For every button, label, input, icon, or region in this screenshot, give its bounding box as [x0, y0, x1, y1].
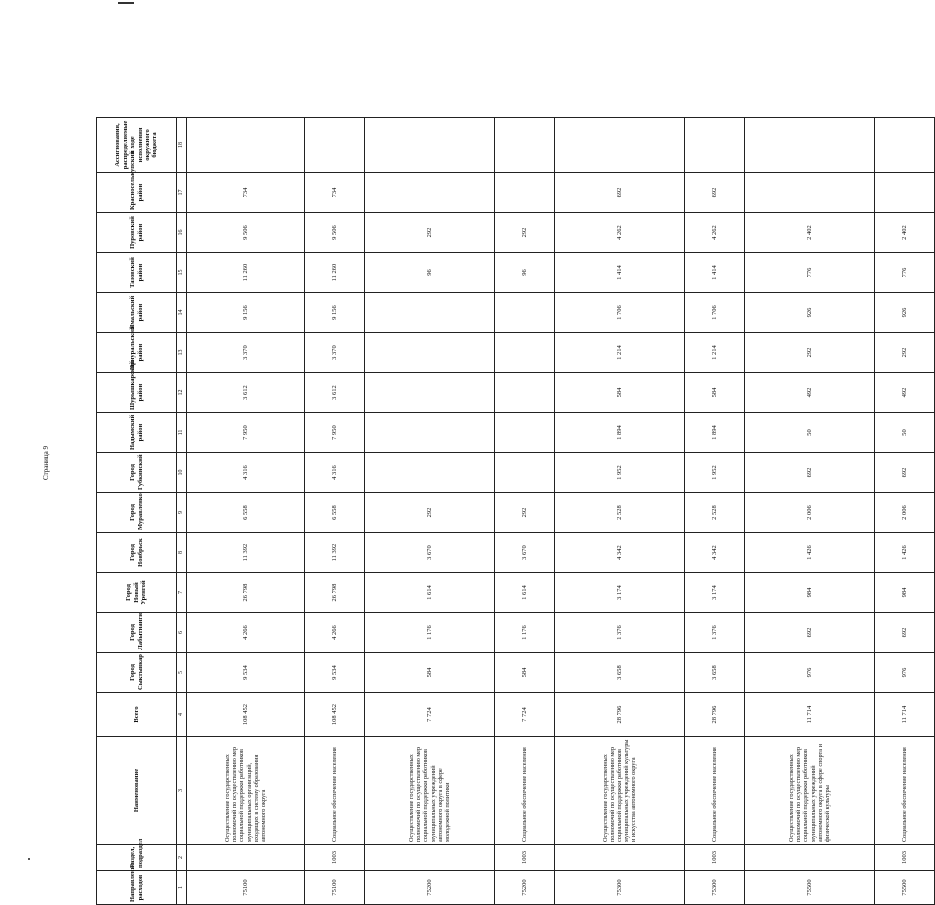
value-cell: 2 528 [555, 493, 685, 533]
table-row [365, 118, 495, 905]
value-cell: 976 [745, 653, 875, 693]
value-cell: 1 376 [685, 613, 745, 653]
value-cell: 96 [495, 253, 555, 293]
value-cell: 292 [495, 493, 555, 533]
value-cell: 4 262 [555, 213, 685, 253]
value-cell: 1 414 [685, 253, 745, 293]
table-row [745, 118, 875, 905]
value-cell: 692 [745, 613, 875, 653]
value-cell [305, 118, 365, 173]
value-cell: 3 174 [555, 573, 685, 613]
value-cell: 4 316 [305, 453, 365, 493]
expense-code-cell: 75200 [365, 871, 495, 905]
column-header: Приуральский район [97, 333, 177, 373]
value-cell: 584 [495, 653, 555, 693]
column-header: Тазовский район [97, 253, 177, 293]
name-cell: Социальное обеспечение населения [495, 737, 555, 845]
name-cell: Осуществление государственных полномочий по осуществлению мер социальной поддержки работников муниципальных организаций, входящих в систему образования автономного округа [187, 737, 305, 845]
value-cell [365, 333, 495, 373]
column-header: Надымский район [97, 413, 177, 453]
value-cell: 28 796 [555, 693, 685, 737]
value-cell: 1 214 [555, 333, 685, 373]
column-header: Город Сыктывкар [97, 653, 177, 693]
value-cell: 776 [875, 253, 935, 293]
column-header: Город Муравленко [97, 493, 177, 533]
section-cell [187, 845, 305, 871]
value-cell: 1 414 [555, 253, 685, 293]
value-cell: 11 392 [305, 533, 365, 573]
column-number: 10 [177, 453, 187, 493]
column-number: 18 [177, 118, 187, 173]
value-cell: 1 952 [685, 453, 745, 493]
value-cell: 7 724 [365, 693, 495, 737]
value-cell: 1 214 [685, 333, 745, 373]
value-cell: 9 156 [305, 293, 365, 333]
section-cell: 1003 [875, 845, 935, 871]
value-cell [365, 118, 495, 173]
value-cell: 492 [875, 373, 935, 413]
column-header: Ассигнования, распределяемые в ходе исполнения окружного бюджета [97, 118, 177, 173]
expense-code-cell: 75500 [745, 871, 875, 905]
value-cell: 292 [745, 333, 875, 373]
value-cell: 692 [875, 613, 935, 653]
value-cell: 776 [745, 253, 875, 293]
value-cell: 1 426 [745, 533, 875, 573]
column-header: Красноселькупский район [97, 173, 177, 213]
value-cell: 9 506 [305, 213, 365, 253]
value-cell [495, 333, 555, 373]
value-cell [495, 373, 555, 413]
value-cell: 26 798 [187, 573, 305, 613]
value-cell [187, 118, 305, 173]
value-cell: 1 614 [365, 573, 495, 613]
value-cell: 3 612 [187, 373, 305, 413]
value-cell: 984 [875, 573, 935, 613]
value-cell: 11 260 [305, 253, 365, 293]
value-cell: 292 [365, 213, 495, 253]
value-cell [495, 453, 555, 493]
value-cell [875, 173, 935, 213]
value-cell [365, 373, 495, 413]
table-row [685, 118, 745, 905]
value-cell: 2 528 [685, 493, 745, 533]
value-cell [685, 118, 745, 173]
budget-table [96, 117, 935, 905]
value-cell: 1 894 [555, 413, 685, 453]
value-cell: 4 266 [187, 613, 305, 653]
scan-dot [28, 858, 30, 860]
column-header: Шурышкарский район [97, 373, 177, 413]
value-cell: 926 [745, 293, 875, 333]
column-number: 1 [177, 871, 187, 905]
value-cell [875, 118, 935, 173]
value-cell: 6 558 [305, 493, 365, 533]
value-cell: 2 402 [745, 213, 875, 253]
value-cell [495, 413, 555, 453]
value-cell [745, 173, 875, 213]
value-cell: 1 894 [685, 413, 745, 453]
value-cell: 584 [365, 653, 495, 693]
table-row [495, 118, 555, 905]
section-cell [365, 845, 495, 871]
expense-code-cell: 75500 [875, 871, 935, 905]
value-cell: 11 260 [187, 253, 305, 293]
section-cell [745, 845, 875, 871]
column-number: 13 [177, 333, 187, 373]
value-cell: 1 376 [555, 613, 685, 653]
name-cell: Социальное обеспечение населения [305, 737, 365, 845]
value-cell: 7 724 [495, 693, 555, 737]
value-cell: 7 950 [187, 413, 305, 453]
column-number: 8 [177, 533, 187, 573]
column-header: Город Ноябрьск [97, 533, 177, 573]
value-cell: 984 [745, 573, 875, 613]
value-cell: 292 [495, 213, 555, 253]
value-cell: 1 176 [495, 613, 555, 653]
column-header: Всего [97, 693, 177, 737]
section-cell: 1003 [685, 845, 745, 871]
value-cell: 692 [685, 173, 745, 213]
column-number: 2 [177, 845, 187, 871]
column-header: Город Губкинский [97, 453, 177, 493]
column-number: 16 [177, 213, 187, 253]
column-header: Город Новый Уренгой [97, 573, 177, 613]
column-number: 7 [177, 573, 187, 613]
value-cell: 734 [305, 173, 365, 213]
value-cell: 7 950 [305, 413, 365, 453]
column-number-row [177, 118, 187, 905]
value-cell [555, 118, 685, 173]
name-cell: Осуществление государственных полномочий по осуществлению мер социальной поддержки работников муниципальных учреждений автономного округа в сфере спорта и физической культуры [745, 737, 875, 845]
value-cell: 3 174 [685, 573, 745, 613]
value-cell: 584 [685, 373, 745, 413]
column-header: Пуровский район [97, 213, 177, 253]
value-cell [365, 173, 495, 213]
scan-mark [118, 2, 134, 4]
value-cell: 4 316 [187, 453, 305, 493]
value-cell [365, 413, 495, 453]
value-cell: 1 952 [555, 453, 685, 493]
value-cell: 11 714 [875, 693, 935, 737]
value-cell [495, 173, 555, 213]
value-cell: 1 614 [495, 573, 555, 613]
table-row [187, 118, 305, 905]
section-cell [555, 845, 685, 871]
expense-code-cell: 75300 [685, 871, 745, 905]
value-cell: 734 [187, 173, 305, 213]
column-number: 14 [177, 293, 187, 333]
value-cell: 26 798 [305, 573, 365, 613]
value-cell: 2 006 [875, 493, 935, 533]
value-cell: 4 342 [555, 533, 685, 573]
section-cell: 1003 [305, 845, 365, 871]
column-number: 17 [177, 173, 187, 213]
value-cell: 3 370 [187, 333, 305, 373]
value-cell [365, 453, 495, 493]
value-cell: 3 370 [305, 333, 365, 373]
column-number: 11 [177, 413, 187, 453]
table-row [555, 118, 685, 905]
column-header: Наименование [97, 737, 177, 845]
value-cell: 28 796 [685, 693, 745, 737]
table-row [305, 118, 365, 905]
value-cell: 3 670 [495, 533, 555, 573]
column-number: 6 [177, 613, 187, 653]
expense-code-cell: 75100 [187, 871, 305, 905]
expense-code-cell: 75200 [495, 871, 555, 905]
section-cell: 1003 [495, 845, 555, 871]
name-cell: Социальное обеспечение населения [685, 737, 745, 845]
column-header: Город Лабытнанги [97, 613, 177, 653]
value-cell: 50 [875, 413, 935, 453]
value-cell: 1 176 [365, 613, 495, 653]
column-number: 12 [177, 373, 187, 413]
name-cell: Социальное обеспечение населения [875, 737, 935, 845]
column-number: 3 [177, 737, 187, 845]
value-cell: 926 [875, 293, 935, 333]
column-header: Раздел, подраздел [97, 845, 177, 871]
value-cell: 108 452 [305, 693, 365, 737]
value-cell: 492 [745, 373, 875, 413]
column-header: Ямальский район [97, 293, 177, 333]
value-cell: 11 392 [187, 533, 305, 573]
expense-code-cell: 75100 [305, 871, 365, 905]
value-cell: 50 [745, 413, 875, 453]
value-cell: 108 452 [187, 693, 305, 737]
expense-code-cell: 75300 [555, 871, 685, 905]
value-cell: 9 506 [187, 213, 305, 253]
name-cell: Осуществление государственных полномочий по осуществлению мер социальной поддержки работников муниципальных учреждений автономного округа в сфере молодежной политики [365, 737, 495, 845]
value-cell: 3 658 [685, 653, 745, 693]
value-cell: 2 006 [745, 493, 875, 533]
value-cell: 3 670 [365, 533, 495, 573]
page-label: Страница 9 [42, 446, 50, 480]
header-row [97, 118, 177, 905]
value-cell: 1 706 [685, 293, 745, 333]
value-cell: 584 [555, 373, 685, 413]
value-cell: 2 402 [875, 213, 935, 253]
value-cell: 3 658 [555, 653, 685, 693]
value-cell: 3 612 [305, 373, 365, 413]
value-cell [745, 118, 875, 173]
value-cell: 692 [745, 453, 875, 493]
value-cell: 4 266 [305, 613, 365, 653]
name-cell: Осуществление государственных полномочий по осуществлению мер социальной поддержки работников муниципальных учреждений культуры и искусства автономного округа [555, 737, 685, 845]
value-cell: 292 [365, 493, 495, 533]
value-cell: 96 [365, 253, 495, 293]
column-number: 5 [177, 653, 187, 693]
value-cell: 4 262 [685, 213, 745, 253]
column-number: 9 [177, 493, 187, 533]
value-cell: 9 534 [187, 653, 305, 693]
value-cell: 1 426 [875, 533, 935, 573]
value-cell: 692 [555, 173, 685, 213]
value-cell: 976 [875, 653, 935, 693]
value-cell: 11 714 [745, 693, 875, 737]
column-number: 15 [177, 253, 187, 293]
value-cell: 9 534 [305, 653, 365, 693]
column-number: 4 [177, 693, 187, 737]
value-cell: 6 558 [187, 493, 305, 533]
value-cell: 1 706 [555, 293, 685, 333]
value-cell [495, 293, 555, 333]
table-row [875, 118, 935, 905]
value-cell: 9 156 [187, 293, 305, 333]
column-header: Направление расходов [97, 871, 177, 905]
value-cell: 4 342 [685, 533, 745, 573]
value-cell: 292 [875, 333, 935, 373]
value-cell: 692 [875, 453, 935, 493]
value-cell [495, 118, 555, 173]
value-cell [365, 293, 495, 333]
